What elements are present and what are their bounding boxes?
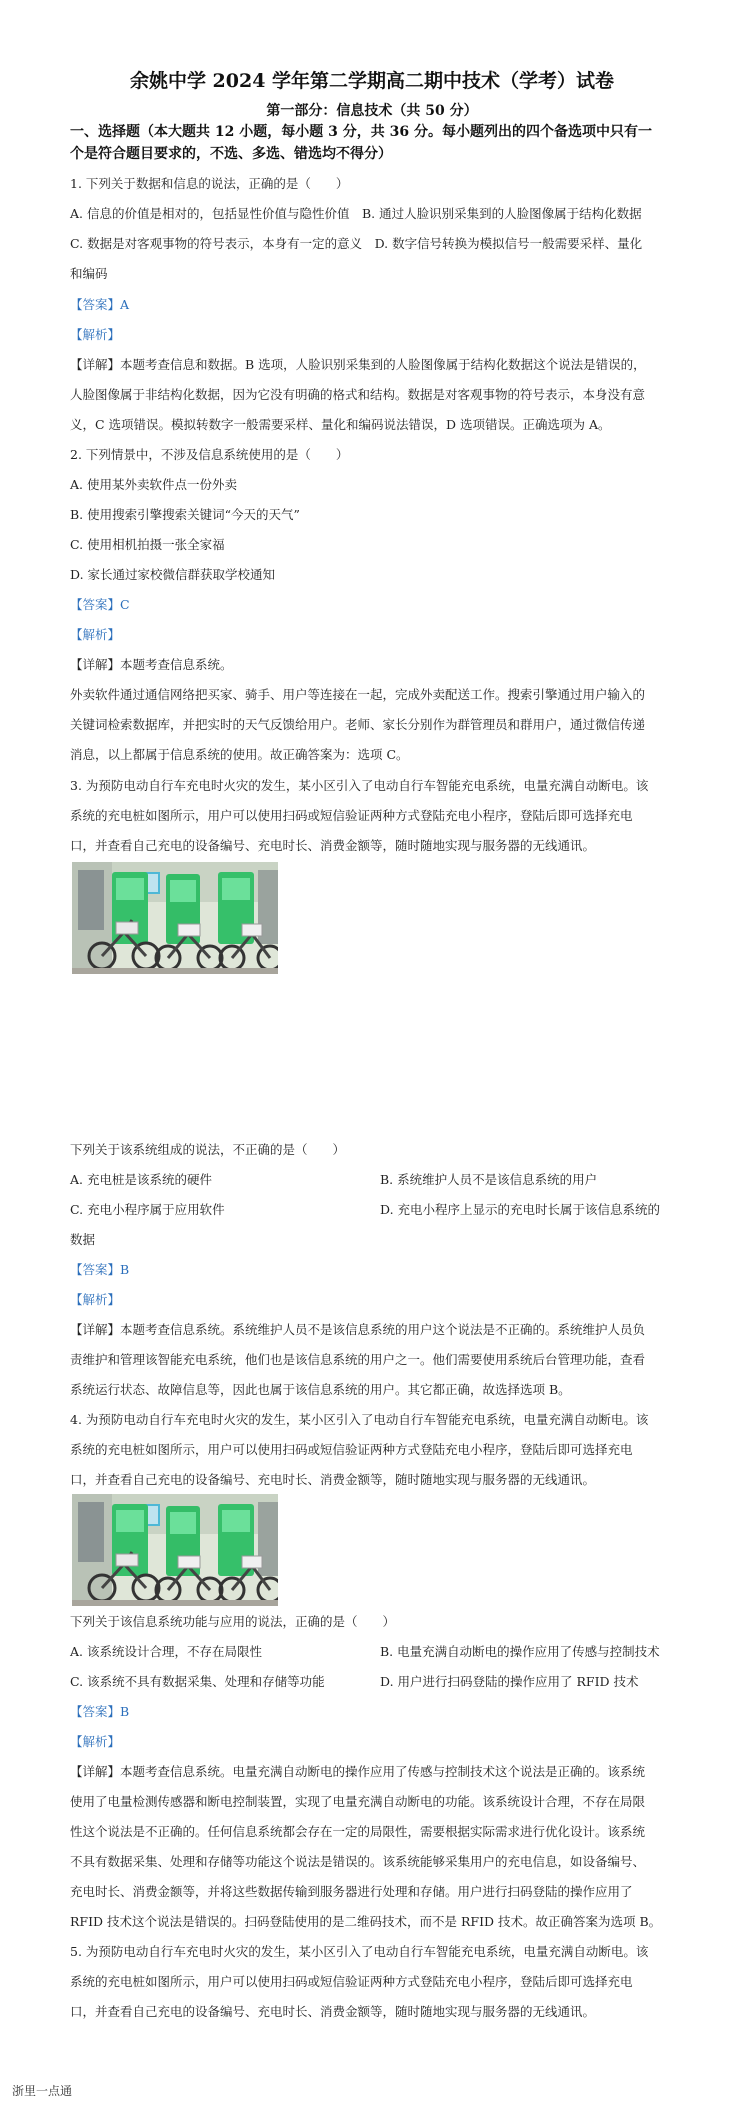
q3-stem: 3. 为预防电动自行车充电时火灾的发生，某小区引入了电动自行车智能充电系统，电量充满自动断电。该: [70, 778, 649, 793]
q1-detail: 义，C 选项错误。模拟转数字一般需要采样、量化和编码说法错误，D 选项错误。正确选项为 A。: [70, 417, 611, 432]
q3-answer: 【答案】B: [70, 1262, 130, 1277]
q3-option-b: B. 系统维护人员不是该信息系统的用户: [380, 1172, 598, 1187]
q2-analysis-label: 【解析】: [70, 627, 121, 642]
q4-stem: 4. 为预防电动自行车充电时火灾的发生，某小区引入了电动自行车智能充电系统，电量充满自动断电。该: [70, 1412, 649, 1427]
q1-detail: 人脸图像属于非结构化数据，因为它没有明确的格式和结构。数据是对客观事物的符号表示，本身没有意: [70, 387, 646, 402]
q4-answer: 【答案】B: [70, 1704, 130, 1719]
q1-options-cd: C. 数据是对客观事物的符号表示，本身有一定的意义 D. 数字信号转换为模拟信号一般需要采样、量化: [70, 236, 643, 251]
q2-answer: 【答案】C: [70, 597, 130, 612]
q2-detail: 【详解】本题考查信息系统。: [70, 657, 233, 672]
q3-stem: 系统的充电桩如图所示，用户可以使用扫码或短信验证两种方式登陆充电小程序，登陆后即可选择充电: [70, 808, 633, 823]
footer-brand: 浙里一点通: [12, 2084, 73, 2098]
q1-options-cd-cont: 和编码: [70, 266, 108, 281]
q2-stem: 2. 下列情景中，不涉及信息系统使用的是（ ）: [70, 447, 349, 462]
q4-option-d: D. 用户进行扫码登陆的操作应用了 RFID 技术: [380, 1674, 639, 1689]
q5-stem: 口，并查看自己充电的设备编号、充电时长、消费金额等，随时随地实现与服务器的无线通讯。: [70, 2004, 596, 2019]
q3-analysis-label: 【解析】: [70, 1292, 121, 1307]
q4-option-c: C. 该系统不具有数据采集、处理和存储等功能: [70, 1674, 325, 1689]
section-heading-cont: 个是符合题目要求的，不选、多选、错选均不得分）: [70, 146, 392, 162]
charging-station-photo: [72, 862, 278, 974]
q5-stem: 5. 为预防电动自行车充电时火灾的发生，某小区引入了电动自行车智能充电系统，电量充满自动断电。该: [70, 1944, 649, 1959]
q1-detail: 【详解】本题考查信息和数据。B 选项，人脸识别采集到的人脸图像属于结构化数据这个说法是错误的，: [70, 357, 646, 372]
q4-question: 下列关于该信息系统功能与应用的说法，正确的是（ ）: [70, 1614, 396, 1629]
q4-detail: 性这个说法是不正确的。任何信息系统都会存在一定的局限性，需要根据实际需求进行优化设计。该系统: [70, 1824, 646, 1839]
q2-option-a: A. 使用某外卖软件点一份外卖: [70, 477, 237, 492]
q4-stem: 系统的充电桩如图所示，用户可以使用扫码或短信验证两种方式登陆充电小程序，登陆后即可选择充电: [70, 1442, 633, 1457]
q5-stem: 系统的充电桩如图所示，用户可以使用扫码或短信验证两种方式登陆充电小程序，登陆后即可选择充电: [70, 1974, 633, 1989]
q4-detail: 不具有数据采集、处理和存储等功能这个说法是错误的。该系统能够采集用户的充电信息，如设备编号、: [70, 1854, 646, 1869]
q4-option-b: B. 电量充满自动断电的操作应用了传感与控制技术: [380, 1644, 660, 1659]
q3-detail: 系统运行状态、故障信息等，因此也属于该信息系统的用户。其它都正确，故选择选项 B。: [70, 1382, 571, 1397]
q2-detail: 外卖软件通过通信网络把买家、骑手、用户等连接在一起，完成外卖配送工作。搜索引擎通过用户输入的: [70, 687, 646, 702]
q3-question: 下列关于该系统组成的说法，不正确的是（ ）: [70, 1142, 346, 1157]
q4-detail: RFID 技术这个说法是错误的。扫码登陆使用的是二维码技术，而不是 RFID 技术。故正确答案为选项 B。: [70, 1914, 662, 1929]
page-subtitle: 第一部分：信息技术（共 50 分）: [266, 103, 478, 119]
q2-option-c: C. 使用相机拍摄一张全家福: [70, 537, 225, 552]
q3-option-d: D. 充电小程序上显示的充电时长属于该信息系统的: [380, 1202, 661, 1217]
q3-option-d-cont: 数据: [70, 1232, 96, 1247]
q1-answer: 【答案】A: [70, 297, 130, 312]
q4-detail: 使用了电量检测传感器和断电控制装置，实现了电量充满自动断电的功能。该系统设计合理，不存在局限: [70, 1794, 646, 1809]
q4-option-a: A. 该系统设计合理，不存在局限性: [70, 1644, 262, 1659]
q1-options-ab: A. 信息的价值是相对的，包括显性价值与隐性价值 B. 通过人脸识别采集到的人脸图像属于结构化数据: [70, 206, 642, 221]
page-title: 余姚中学 2024 学年第二学期高二期中技术（学考）试卷: [129, 70, 615, 92]
q2-detail: 关键词检索数据库，并把实时的天气反馈给用户。老师、家长分别作为群管理员和群用户，通过微信传递: [70, 717, 646, 732]
q4-detail: 充电时长、消费金额等，并将这些数据传输到服务器进行处理和存储。用户进行扫码登陆的操作应用了: [70, 1884, 633, 1899]
charging-station-photo: [72, 1494, 278, 1606]
q4-detail: 【详解】本题考查信息系统。电量充满自动断电的操作应用了传感与控制技术这个说法是正确的。该系统: [70, 1764, 646, 1779]
q2-option-d: D. 家长通过家校微信群获取学校通知: [70, 567, 276, 582]
q3-detail: 责维护和管理该智能充电系统，他们也是该信息系统的用户之一。他们需要使用系统后台管理功能，查看: [70, 1352, 646, 1367]
q3-stem: 口，并查看自己充电的设备编号、充电时长、消费金额等，随时随地实现与服务器的无线通讯。: [70, 838, 596, 853]
q3-option-a: A. 充电桩是该系统的硬件: [70, 1172, 212, 1187]
q3-option-c: C. 充电小程序属于应用软件: [70, 1202, 225, 1217]
q2-option-b: B. 使用搜索引擎搜索关键词“今天的天气”: [70, 507, 300, 522]
q4-analysis-label: 【解析】: [70, 1734, 121, 1749]
q3-detail: 【详解】本题考查信息系统。系统维护人员不是该信息系统的用户这个说法是不正确的。系统维护人员负: [70, 1322, 646, 1337]
q2-detail: 消息，以上都属于信息系统的使用。故正确答案为：选项 C。: [70, 747, 409, 762]
q4-stem: 口，并查看自己充电的设备编号、充电时长、消费金额等，随时随地实现与服务器的无线通讯。: [70, 1472, 596, 1487]
q1-analysis-label: 【解析】: [70, 327, 121, 342]
q1-stem: 1. 下列关于数据和信息的说法，正确的是（ ）: [70, 176, 349, 191]
section-heading: 一、选择题（本大题共 12 小题，每小题 3 分，共 36 分。每小题列出的四个备选项中只有一: [70, 124, 652, 140]
